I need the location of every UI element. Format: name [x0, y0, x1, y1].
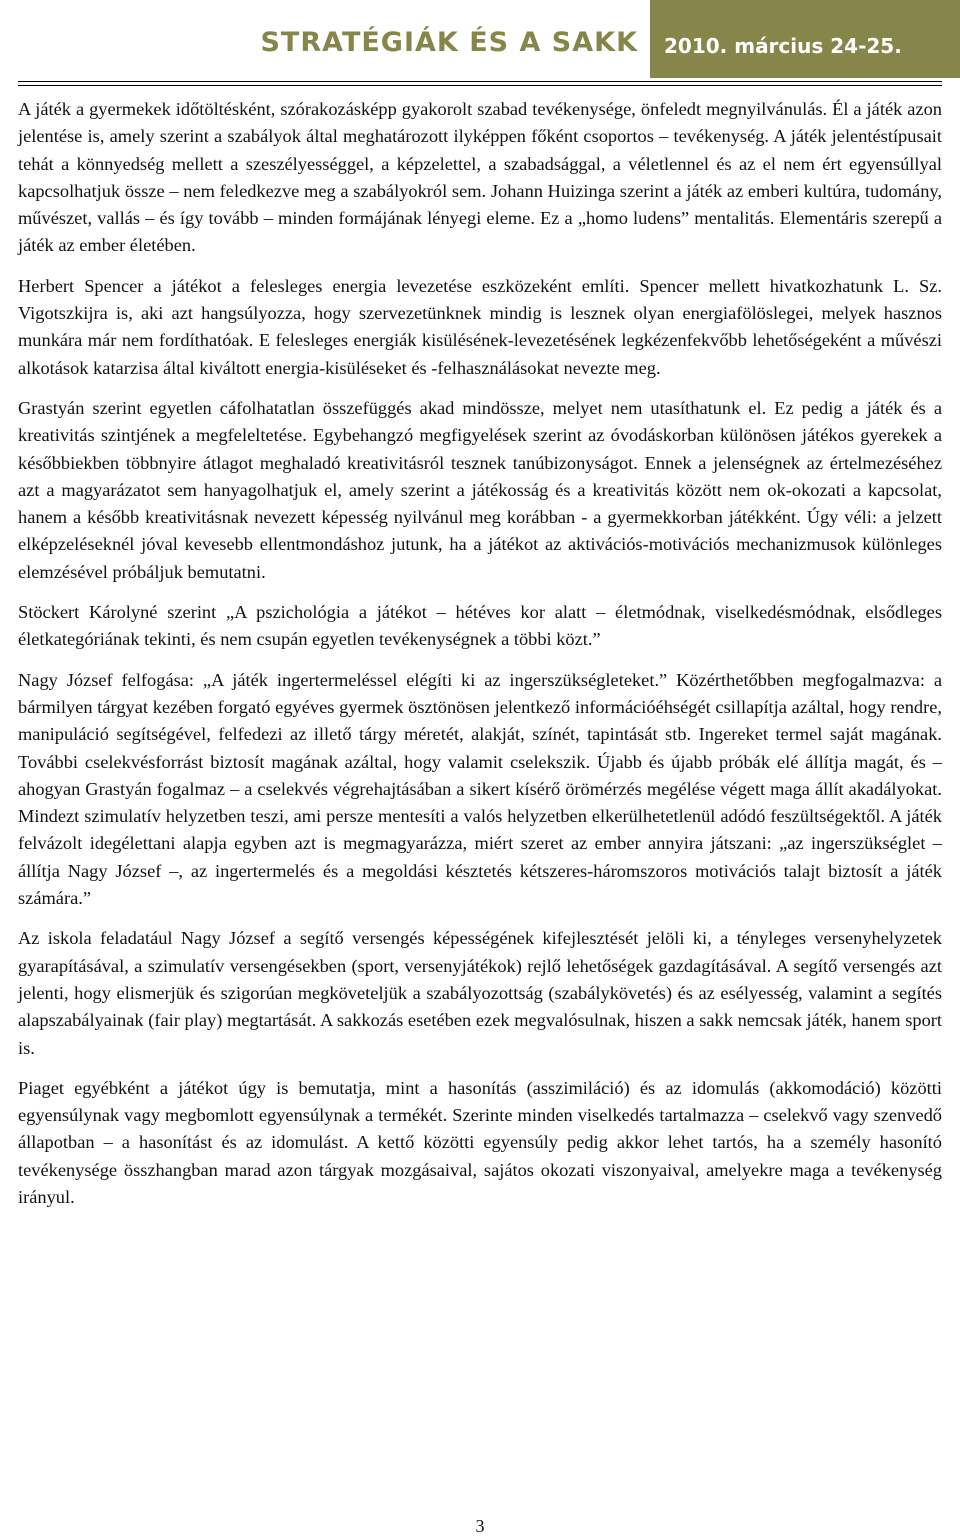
document-body: [18, 96, 942, 1224]
paragraph: Piaget egyébként a játékot úgy is bemutatja, mint a hasonítás (asszimiláció) és az idomulás (akkomodáció) közötti egyensúlynak vagy megbomlott egyensúlynak a termékét. Szerinte minden viselkedés tartalmazza – cselekvő vagy szenvedő állapotban – a hasonítást és az idomulást. A kettő közötti egyensúly pedig akkor lehet tartós, ha a személy hasonító tevékenysége összhangban marad azon tárgyak mozgásaival, sajátos okozati viszonyaival, amelyekre maga a tevékenység irányul.: [18, 1077, 942, 1207]
header-rule-top: [18, 81, 942, 82]
page-number: 3: [475, 1516, 485, 1536]
paragraph: Herbert Spencer a játékot a felesleges energia levezetése eszközeként említi. Spencer mellett hivatkozhatunk L. Sz. Vigotszkijra is, aki azt hangsúlyozza, hogy szervezetünknek mindig is lesznek olyan energiafölöslegei, melyek hasznos munkára már nem fordíthatóak. E felesleges energiák kisülésének-levezetésének legkézenfekvőbb lehetőségeként a művészi alkotások katarzisa által kiváltott energia-kisüléseket és -felhasználásokat nevezte meg.: [18, 275, 942, 378]
paragraph: A játék a gyermekek időtöltésként, szórakozásképp gyakorolt szabad tevékenysége, önfeledt megnyilvánulás. Él a játék azon jelentése is, amely szerint a szabályok által meghatározott ilyképpen főként csoportos – tevékenység. A játék jelentéstípusait tehát a könnyedség mellett a szeszélyességgel, a képzelettel, a szabadsággal, a véletlennel és az el nem ért egyensúllyal kapcsolhatjuk össze – nem feledkezve meg a szabályokról sem. Johann Huizinga szerint a játék az emberi kultúra, tudomány, művészet, vallás – és így tovább – minden formájának lényegi eleme. Ez a „homo ludens” mentalitás. Elementáris szerepű a játék az ember életében.: [18, 99, 942, 256]
header-rule-bottom: [18, 85, 942, 86]
paragraph: Az iskola feladatául Nagy József a segítő versengés képességének kifejlesztését jelöli ki, a tényleges versenyhelyzetek gyarapításával, a szimulatív versengésekben (sport, versenyjátékok) rejlő lehetőségek gazdagításával. A segítő versengés azt jelenti, hogy elismerjük és szigorúan megköveteljük a szabályozottság (szabálykövetés) és az esélyesség, valamint a segítés alapszabályainak (fair play) megtartását. A sakkozás esetében ezek megvalósulnak, hiszen a sakk nemcsak játék, hanem sport is.: [18, 928, 942, 1058]
paragraph: Nagy József felfogása: „A játék ingertermeléssel elégíti ki az ingerszükségleteket.” Közérthetőbben megfogalmazva: a bármilyen tárgyat kezében forgató egyéves gyermek ösztönösen jelentkező információéhségét csillapítja azáltal, hogy rendre, manipuláció segítségével, felfedezi az illető tárgy méretét, alakját, színét, tapintását stb. Ingereket termel saját magának. További cselekvésforrást biztosít magának azáltal, hogy valamit cselekszik. Újabb és újabb próbák elé állítja magát, és – ahogyan Grastyán fogalmaz – a cselekvés végrehajtásában a sikert kísérő örömérzés megélése végett maga állít akadályokat. Mindezt szimulatív helyzetben teszi, ami persze mentesíti a valós helyzetben elkerülhetetlenül adódó feszültségektől. A játék felvázolt idegélettani alapja egyben azt is megmagyarázza, miért szeret az ember annyira játszani: „az ingerszükséglet – állítja Nagy József –, az ingertermelés és a megoldási késztetés kétszeres-háromszoros motivációs talajt biztosít a játék számára.”: [18, 669, 942, 909]
header-title: STRATÉGIÁK ÉS A SAKK: [250, 0, 650, 78]
header-date: 2010. március 24-25.: [650, 0, 960, 78]
page-header: [250, 0, 960, 78]
paragraph: Grastyán szerint egyetlen cáfolhatatlan összefüggés akad mindössze, melyet nem utasíthatunk el. Ez pedig a játék és a kreativitás szintjének a megfeleltetése. Egybehangzó megfigyelések szerint az óvodáskorban különösen játékos gyerekek a későbbiekben többnyire átlagot meghaladó kreativitásról tesznek tanúbizonyságot. Ennek a jelenségnek az értelmezéséhez azt a magyarázatot sem hanyagolhatjuk el, amely szerint a játékosság és a kreativitás között nem ok-okozati a kapcsolat, hanem a később kreativitásnak nevezett képesség nyilvánul meg korábban - a gyermekkorban játékként. Úgy véli: a jelzett elképzeléseknél jóval kevesebb ellentmondáshoz jutunk, ha a játékot az aktivációs-motivációs mechanizmusok különleges elemzésével próbáljuk bemutatni.: [18, 397, 942, 582]
paragraph: Stöckert Károlyné szerint „A pszichológia a játékot – hétéves kor alatt – életmódnak, viselkedésmódnak, elsődleges életkategóriának tekinti, és nem csupán egyetlen tevékenységnek a többi közt.”: [18, 602, 942, 650]
